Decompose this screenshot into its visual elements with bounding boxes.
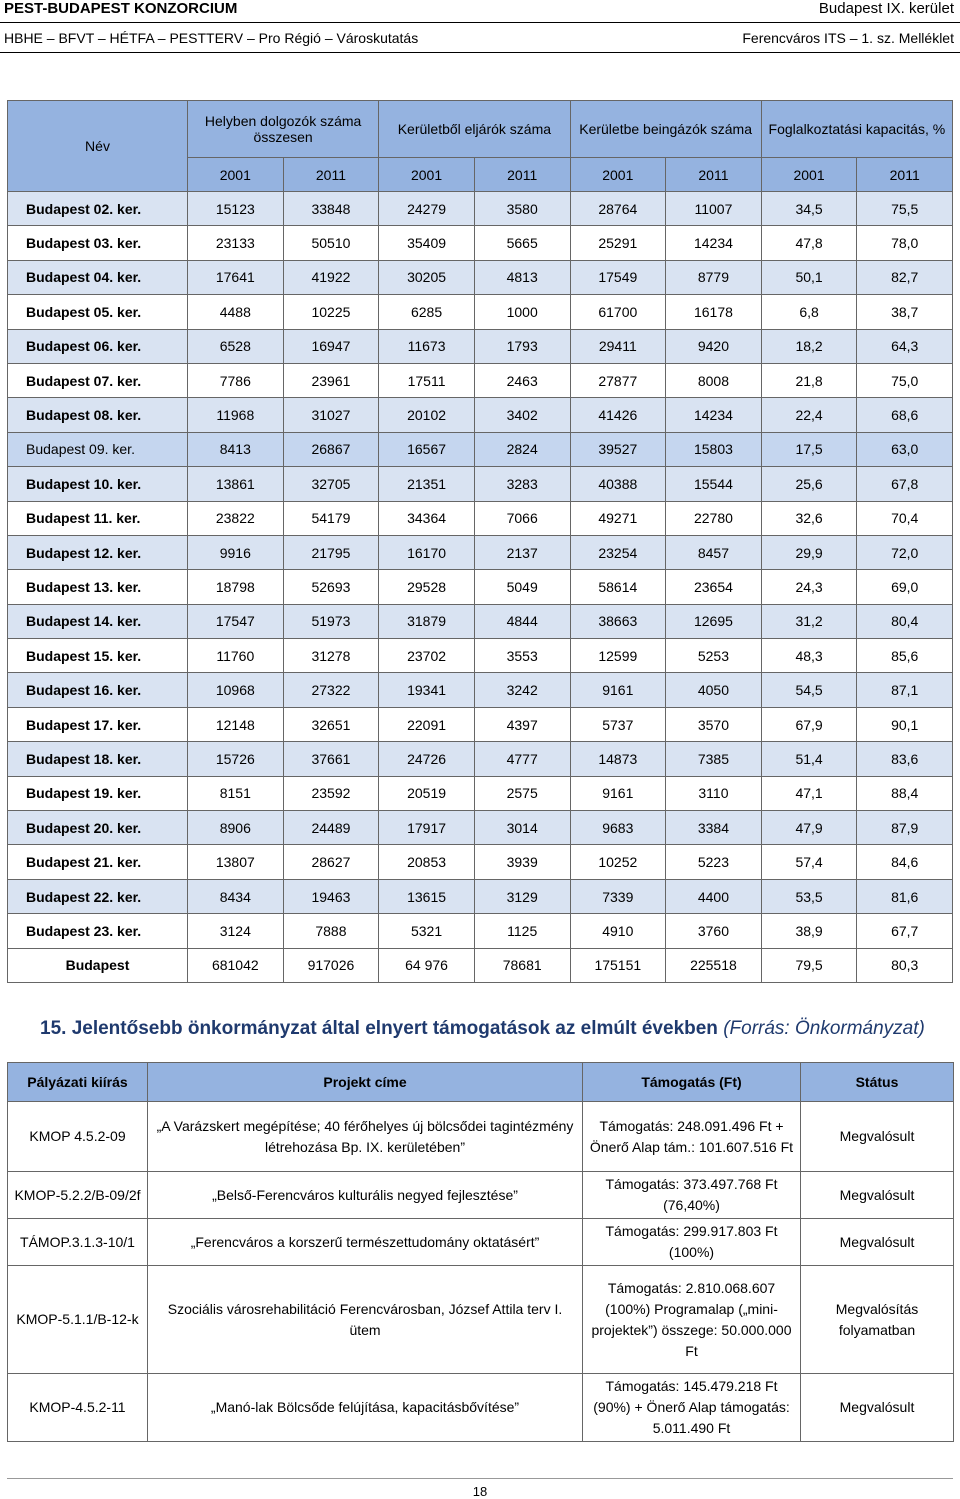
table-cell: 9161 bbox=[570, 776, 666, 810]
table-cell: 75,5 bbox=[857, 192, 953, 226]
table-cell: 25291 bbox=[570, 226, 666, 260]
table-cell: 63,0 bbox=[857, 432, 953, 466]
district-name: Budapest 09. ker. bbox=[8, 432, 188, 466]
table-cell: 32,6 bbox=[761, 501, 857, 535]
status-text: Megvalósult bbox=[801, 1172, 954, 1219]
table-cell: 11007 bbox=[666, 192, 762, 226]
table-cell: 54179 bbox=[283, 501, 379, 535]
table-cell: 10225 bbox=[283, 295, 379, 329]
table-row bbox=[8, 914, 953, 948]
section-number: 15. bbox=[40, 1018, 67, 1039]
table-cell: 225518 bbox=[666, 948, 762, 982]
table-cell: 3124 bbox=[188, 914, 284, 948]
table-cell: 917026 bbox=[283, 948, 379, 982]
table-cell: 1000 bbox=[474, 295, 570, 329]
table-cell: 79,5 bbox=[761, 948, 857, 982]
table-cell: 29411 bbox=[570, 329, 666, 363]
col-header-call: Pályázati kiírás bbox=[8, 1063, 148, 1102]
table-row bbox=[8, 1374, 954, 1442]
table-cell: 47,9 bbox=[761, 811, 857, 845]
district-name: Budapest 12. ker. bbox=[8, 535, 188, 569]
table-cell: 2137 bbox=[474, 535, 570, 569]
table-cell: 87,9 bbox=[857, 811, 953, 845]
table-cell: 15123 bbox=[188, 192, 284, 226]
grant-call-code: KMOP 4.5.2-09 bbox=[8, 1102, 148, 1172]
table-cell: 35409 bbox=[379, 226, 475, 260]
table-cell: 82,7 bbox=[857, 260, 953, 294]
table-cell: 23961 bbox=[283, 363, 379, 397]
table-cell: 27322 bbox=[283, 673, 379, 707]
table-cell: 7339 bbox=[570, 879, 666, 913]
table-row bbox=[8, 673, 953, 707]
table-cell: 54,5 bbox=[761, 673, 857, 707]
table-cell: 13615 bbox=[379, 879, 475, 913]
table-cell: 70,4 bbox=[857, 501, 953, 535]
district-name: Budapest 08. ker. bbox=[8, 398, 188, 432]
table-cell: 22091 bbox=[379, 707, 475, 741]
table-cell: 4844 bbox=[474, 604, 570, 638]
table-cell: 18,2 bbox=[761, 329, 857, 363]
table-cell: 7385 bbox=[666, 742, 762, 776]
table-cell: 9683 bbox=[570, 811, 666, 845]
support-amount: Támogatás: 145.479.218 Ft (90%) + Önerő Alap támogatás: 5.011.490 Ft bbox=[583, 1374, 801, 1442]
year-header: 2011 bbox=[857, 158, 953, 192]
table-cell: 31,2 bbox=[761, 604, 857, 638]
table-cell: 2824 bbox=[474, 432, 570, 466]
table-cell: 53,5 bbox=[761, 879, 857, 913]
table-cell: 9420 bbox=[666, 329, 762, 363]
table-cell: 14873 bbox=[570, 742, 666, 776]
table-cell: 10968 bbox=[188, 673, 284, 707]
district-name: Budapest 10. ker. bbox=[8, 467, 188, 501]
table-cell: 12695 bbox=[666, 604, 762, 638]
table-cell: 6285 bbox=[379, 295, 475, 329]
table-cell: 26867 bbox=[283, 432, 379, 466]
table-cell: 7786 bbox=[188, 363, 284, 397]
table-cell: 57,4 bbox=[761, 845, 857, 879]
table-cell: 21,8 bbox=[761, 363, 857, 397]
table-cell: 85,6 bbox=[857, 639, 953, 673]
table-cell: 40388 bbox=[570, 467, 666, 501]
status-text: Megvalósult bbox=[801, 1219, 954, 1266]
table-cell: 4050 bbox=[666, 673, 762, 707]
table-cell: 20519 bbox=[379, 776, 475, 810]
table-cell: 67,7 bbox=[857, 914, 953, 948]
table-cell: 3760 bbox=[666, 914, 762, 948]
table-cell: 17549 bbox=[570, 260, 666, 294]
table-cell: 24279 bbox=[379, 192, 475, 226]
table-cell: 80,3 bbox=[857, 948, 953, 982]
district-name: Budapest 02. ker. bbox=[8, 192, 188, 226]
table-cell: 18798 bbox=[188, 570, 284, 604]
project-title: „Ferencváros a korszerű természettudomány oktatásért” bbox=[148, 1219, 583, 1266]
support-amount: Támogatás: 299.917.803 Ft (100%) bbox=[583, 1219, 801, 1266]
support-amount: Támogatás: 2.810.068.607 (100%) Programalap („mini-projektek”) összege: 50.000.000 Ft bbox=[583, 1266, 801, 1374]
table-cell: 5223 bbox=[666, 845, 762, 879]
table-cell: 23702 bbox=[379, 639, 475, 673]
year-header: 2001 bbox=[570, 158, 666, 192]
table-cell: 5321 bbox=[379, 914, 475, 948]
district-name: Budapest 11. ker. bbox=[8, 501, 188, 535]
table-row bbox=[8, 467, 953, 501]
year-header: 2001 bbox=[761, 158, 857, 192]
table-cell: 67,9 bbox=[761, 707, 857, 741]
table-cell: 58614 bbox=[570, 570, 666, 604]
table-cell: 20853 bbox=[379, 845, 475, 879]
district-name: Budapest 22. ker. bbox=[8, 879, 188, 913]
table-cell: 16170 bbox=[379, 535, 475, 569]
table-cell: 3580 bbox=[474, 192, 570, 226]
table-cell: 17547 bbox=[188, 604, 284, 638]
year-header: 2011 bbox=[474, 158, 570, 192]
table-cell: 68,6 bbox=[857, 398, 953, 432]
table-cell: 9916 bbox=[188, 535, 284, 569]
page-header bbox=[0, 0, 960, 60]
table-cell: 50,1 bbox=[761, 260, 857, 294]
table-cell: 681042 bbox=[188, 948, 284, 982]
table-cell: 6,8 bbox=[761, 295, 857, 329]
table-cell: 24,3 bbox=[761, 570, 857, 604]
district-name: Budapest 18. ker. bbox=[8, 742, 188, 776]
table-cell: 3110 bbox=[666, 776, 762, 810]
table-cell: 24726 bbox=[379, 742, 475, 776]
header-doc-ref: Ferencváros ITS – 1. sz. Melléklet bbox=[742, 30, 954, 46]
table-row bbox=[8, 535, 953, 569]
table-row bbox=[8, 604, 953, 638]
year-header: 2001 bbox=[188, 158, 284, 192]
table-cell: 175151 bbox=[570, 948, 666, 982]
table-cell: 17917 bbox=[379, 811, 475, 845]
district-name: Budapest 07. ker. bbox=[8, 363, 188, 397]
table-cell: 21351 bbox=[379, 467, 475, 501]
table-cell: 34,5 bbox=[761, 192, 857, 226]
header-divider bbox=[0, 22, 960, 23]
table-cell: 14234 bbox=[666, 398, 762, 432]
table-cell: 64,3 bbox=[857, 329, 953, 363]
table-cell: 11968 bbox=[188, 398, 284, 432]
header-partners: HBHE – BFVT – HÉTFA – PESTTERV – Pro Régió – Városkutatás bbox=[4, 30, 419, 46]
table-cell: 6528 bbox=[188, 329, 284, 363]
table-row bbox=[8, 432, 953, 466]
table-cell: 5049 bbox=[474, 570, 570, 604]
table-row bbox=[8, 226, 953, 260]
table-cell: 5665 bbox=[474, 226, 570, 260]
table-row bbox=[8, 501, 953, 535]
table-cell: 41426 bbox=[570, 398, 666, 432]
table-row bbox=[8, 879, 953, 913]
table-cell: 51973 bbox=[283, 604, 379, 638]
table-cell: 24489 bbox=[283, 811, 379, 845]
table-cell: 23822 bbox=[188, 501, 284, 535]
table-cell: 31278 bbox=[283, 639, 379, 673]
table-cell: 11673 bbox=[379, 329, 475, 363]
table-cell: 61700 bbox=[570, 295, 666, 329]
table-cell: 1793 bbox=[474, 329, 570, 363]
project-title: „A Varázskert megépítése; 40 férőhelyes új bölcsődei tagintézmény létrehozása Bp. IX. kerületében” bbox=[148, 1102, 583, 1172]
project-title: „Belső-Ferencváros kulturális negyed fejlesztése” bbox=[148, 1172, 583, 1219]
district-name: Budapest 03. ker. bbox=[8, 226, 188, 260]
table-cell: 3014 bbox=[474, 811, 570, 845]
table-cell: 12148 bbox=[188, 707, 284, 741]
header-divider bbox=[0, 52, 960, 53]
table-cell: 29,9 bbox=[761, 535, 857, 569]
table-cell: 20102 bbox=[379, 398, 475, 432]
group-header: Helyben dolgozók száma összesen bbox=[188, 101, 379, 158]
table-cell: 8413 bbox=[188, 432, 284, 466]
table-cell: 16178 bbox=[666, 295, 762, 329]
table-cell: 16567 bbox=[379, 432, 475, 466]
table-cell: 17641 bbox=[188, 260, 284, 294]
year-header: 2011 bbox=[283, 158, 379, 192]
table-cell: 3570 bbox=[666, 707, 762, 741]
table-row bbox=[8, 295, 953, 329]
table-cell: 27877 bbox=[570, 363, 666, 397]
table-cell: 16947 bbox=[283, 329, 379, 363]
table-cell: 19341 bbox=[379, 673, 475, 707]
support-amount: Támogatás: 373.497.768 Ft (76,40%) bbox=[583, 1172, 801, 1219]
table-cell: 2463 bbox=[474, 363, 570, 397]
table-row bbox=[8, 1219, 954, 1266]
year-header: 2001 bbox=[379, 158, 475, 192]
table-row bbox=[8, 776, 953, 810]
table-cell: 19463 bbox=[283, 879, 379, 913]
table-row bbox=[8, 329, 953, 363]
table-cell: 28764 bbox=[570, 192, 666, 226]
status-text: Megvalósult bbox=[801, 1374, 954, 1442]
table-cell: 49271 bbox=[570, 501, 666, 535]
table-row bbox=[8, 639, 953, 673]
table-cell: 22,4 bbox=[761, 398, 857, 432]
group-header: Foglalkoztatási kapacitás, % bbox=[761, 101, 952, 158]
header-district: Budapest IX. kerület bbox=[818, 0, 954, 17]
district-name: Budapest 14. ker. bbox=[8, 604, 188, 638]
table-cell: 38,9 bbox=[761, 914, 857, 948]
district-name: Budapest 04. ker. bbox=[8, 260, 188, 294]
grant-call-code: KMOP-5.1.1/B-12-k bbox=[8, 1266, 148, 1374]
table-cell: 4813 bbox=[474, 260, 570, 294]
table-cell: 1125 bbox=[474, 914, 570, 948]
district-name: Budapest 16. ker. bbox=[8, 673, 188, 707]
district-name: Budapest 20. ker. bbox=[8, 811, 188, 845]
table-cell: 30205 bbox=[379, 260, 475, 294]
table-cell: 3283 bbox=[474, 467, 570, 501]
table-row bbox=[8, 948, 953, 982]
table-cell: 81,6 bbox=[857, 879, 953, 913]
table-cell: 29528 bbox=[379, 570, 475, 604]
table-row bbox=[8, 570, 953, 604]
grant-call-code: KMOP-5.2.2/B-09/2f bbox=[8, 1172, 148, 1219]
status-text: Megvalósítás folyamatban bbox=[801, 1266, 954, 1374]
table-cell: 2575 bbox=[474, 776, 570, 810]
table-row bbox=[8, 363, 953, 397]
table-cell: 38,7 bbox=[857, 295, 953, 329]
table-cell: 84,6 bbox=[857, 845, 953, 879]
table-cell: 67,8 bbox=[857, 467, 953, 501]
table-cell: 48,3 bbox=[761, 639, 857, 673]
table-cell: 37661 bbox=[283, 742, 379, 776]
district-name: Budapest 19. ker. bbox=[8, 776, 188, 810]
table-cell: 69,0 bbox=[857, 570, 953, 604]
district-name: Budapest 21. ker. bbox=[8, 845, 188, 879]
table-cell: 5253 bbox=[666, 639, 762, 673]
table-cell: 13861 bbox=[188, 467, 284, 501]
section-heading bbox=[40, 1018, 925, 1040]
table-cell: 17,5 bbox=[761, 432, 857, 466]
table-cell: 8779 bbox=[666, 260, 762, 294]
table-cell: 13807 bbox=[188, 845, 284, 879]
grant-call-code: TÁMOP.3.1.3-10/1 bbox=[8, 1219, 148, 1266]
table-cell: 10252 bbox=[570, 845, 666, 879]
table-cell: 15803 bbox=[666, 432, 762, 466]
table-cell: 47,1 bbox=[761, 776, 857, 810]
table-cell: 39527 bbox=[570, 432, 666, 466]
table-cell: 78681 bbox=[474, 948, 570, 982]
table-cell: 3384 bbox=[666, 811, 762, 845]
table-cell: 4397 bbox=[474, 707, 570, 741]
table-cell: 41922 bbox=[283, 260, 379, 294]
employment-table bbox=[7, 100, 953, 983]
table-cell: 4910 bbox=[570, 914, 666, 948]
table-cell: 5737 bbox=[570, 707, 666, 741]
table-cell: 87,1 bbox=[857, 673, 953, 707]
table-cell: 8434 bbox=[188, 879, 284, 913]
district-name: Budapest 15. ker. bbox=[8, 639, 188, 673]
table-cell: 28627 bbox=[283, 845, 379, 879]
table-cell: 4777 bbox=[474, 742, 570, 776]
table-cell: 50510 bbox=[283, 226, 379, 260]
table-cell: 15544 bbox=[666, 467, 762, 501]
table-cell: 32705 bbox=[283, 467, 379, 501]
table-cell: 90,1 bbox=[857, 707, 953, 741]
table-cell: 3129 bbox=[474, 879, 570, 913]
table-cell: 88,4 bbox=[857, 776, 953, 810]
table-cell: 34364 bbox=[379, 501, 475, 535]
table-cell: 8008 bbox=[666, 363, 762, 397]
table-row bbox=[8, 742, 953, 776]
group-header: Kerületből eljárók száma bbox=[379, 101, 570, 158]
table-cell: 80,4 bbox=[857, 604, 953, 638]
table-row bbox=[8, 811, 953, 845]
table-cell: 3402 bbox=[474, 398, 570, 432]
page-number: 18 bbox=[472, 1484, 488, 1499]
status-text: Megvalósult bbox=[801, 1102, 954, 1172]
table-cell: 75,0 bbox=[857, 363, 953, 397]
table-cell: 25,6 bbox=[761, 467, 857, 501]
table-cell: 23133 bbox=[188, 226, 284, 260]
project-title: „Manó-lak Bölcsőde felújítása, kapacitásbővítése” bbox=[148, 1374, 583, 1442]
table-row bbox=[8, 707, 953, 741]
year-header: 2011 bbox=[666, 158, 762, 192]
table-cell: 64 976 bbox=[379, 948, 475, 982]
district-name: Budapest bbox=[8, 948, 188, 982]
table-row bbox=[8, 1102, 954, 1172]
table-cell: 15726 bbox=[188, 742, 284, 776]
table-cell: 12599 bbox=[570, 639, 666, 673]
table-cell: 38663 bbox=[570, 604, 666, 638]
table-cell: 4400 bbox=[666, 879, 762, 913]
grant-call-code: KMOP-4.5.2-11 bbox=[8, 1374, 148, 1442]
table-cell: 51,4 bbox=[761, 742, 857, 776]
table-cell: 22780 bbox=[666, 501, 762, 535]
table-row bbox=[8, 1266, 954, 1374]
table-cell: 23254 bbox=[570, 535, 666, 569]
table-cell: 23654 bbox=[666, 570, 762, 604]
table-cell: 21795 bbox=[283, 535, 379, 569]
project-title: Szociális városrehabilitáció Ferencvárosban, József Attila terv I. ütem bbox=[148, 1266, 583, 1374]
table-row bbox=[8, 845, 953, 879]
group-header: Kerületbe beingázók száma bbox=[570, 101, 761, 158]
col-header-name: Név bbox=[8, 101, 188, 192]
table-cell: 83,6 bbox=[857, 742, 953, 776]
table-row bbox=[8, 260, 953, 294]
table-cell: 33848 bbox=[283, 192, 379, 226]
table-cell: 32651 bbox=[283, 707, 379, 741]
table-cell: 8151 bbox=[188, 776, 284, 810]
table-cell: 9161 bbox=[570, 673, 666, 707]
col-header-support: Támogatás (Ft) bbox=[583, 1063, 801, 1102]
section-title-text: Jelentősebb önkormányzat által elnyert támogatások az elmúlt években bbox=[71, 1018, 718, 1039]
district-name: Budapest 23. ker. bbox=[8, 914, 188, 948]
district-name: Budapest 13. ker. bbox=[8, 570, 188, 604]
district-name: Budapest 05. ker. bbox=[8, 295, 188, 329]
table-cell: 47,8 bbox=[761, 226, 857, 260]
section-source: (Forrás: Önkormányzat) bbox=[723, 1018, 925, 1039]
table-cell: 72,0 bbox=[857, 535, 953, 569]
table-cell: 8457 bbox=[666, 535, 762, 569]
table-cell: 78,0 bbox=[857, 226, 953, 260]
table-cell: 3242 bbox=[474, 673, 570, 707]
district-name: Budapest 06. ker. bbox=[8, 329, 188, 363]
table-cell: 3553 bbox=[474, 639, 570, 673]
table-cell: 8906 bbox=[188, 811, 284, 845]
table-cell: 7888 bbox=[283, 914, 379, 948]
support-amount: Támogatás: 248.091.496 Ft + Önerő Alap tám.: 101.607.516 Ft bbox=[583, 1102, 801, 1172]
footer-divider bbox=[7, 1478, 953, 1479]
table-cell: 3939 bbox=[474, 845, 570, 879]
table-row bbox=[8, 398, 953, 432]
table-cell: 31027 bbox=[283, 398, 379, 432]
table-cell: 31879 bbox=[379, 604, 475, 638]
table-cell: 4488 bbox=[188, 295, 284, 329]
col-header-project: Projekt címe bbox=[148, 1063, 583, 1102]
table-row bbox=[8, 192, 953, 226]
grants-table bbox=[7, 1062, 954, 1442]
table-cell: 14234 bbox=[666, 226, 762, 260]
table-cell: 23592 bbox=[283, 776, 379, 810]
table-cell: 52693 bbox=[283, 570, 379, 604]
col-header-status: Státus bbox=[801, 1063, 954, 1102]
table-cell: 11760 bbox=[188, 639, 284, 673]
table-cell: 17511 bbox=[379, 363, 475, 397]
table-row bbox=[8, 1172, 954, 1219]
district-name: Budapest 17. ker. bbox=[8, 707, 188, 741]
table-cell: 7066 bbox=[474, 501, 570, 535]
header-org: PEST-BUDAPEST KONZORCIUM bbox=[4, 0, 238, 17]
